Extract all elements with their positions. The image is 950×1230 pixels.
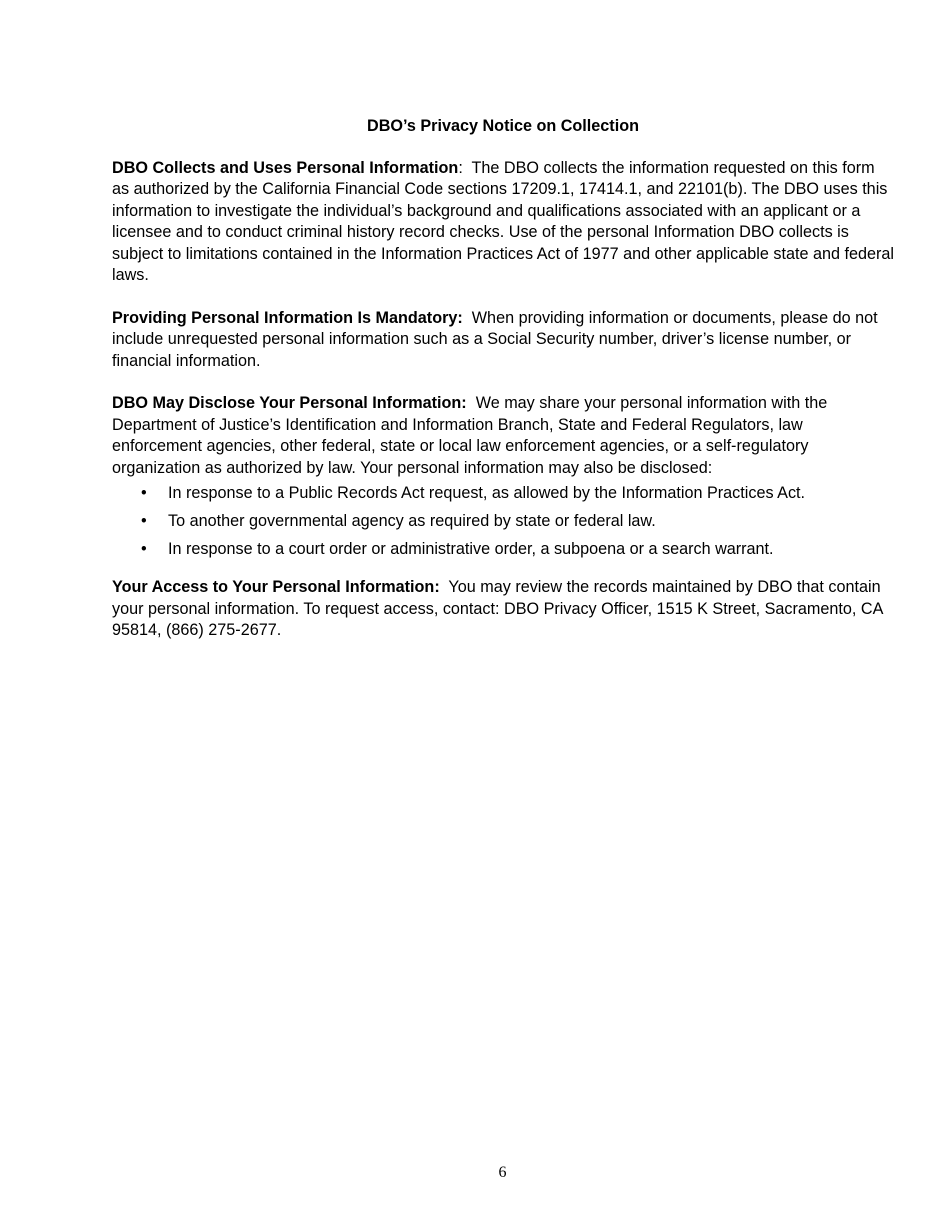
list-item-text: To another governmental agency as required by state or federal law. [168,512,656,530]
list-item-text: In response to a court order or administrative order, a subpoena or a search warrant. [168,540,774,558]
section-disclose [112,393,894,479]
section-separator: : [458,158,472,177]
section-mandatory [112,308,894,373]
list-item [112,509,894,533]
section-collects-uses [112,158,894,287]
bullet-icon: • [141,512,147,530]
section-heading: DBO May Disclose Your Personal Information: [112,394,467,412]
page-title: DBO’s Privacy Notice on Collection [367,117,639,135]
list-item [112,537,894,561]
section-text: We may share your personal information with the Department of Justice’s Identification and Information Branch, State and Federal Regulators, law enforcement agencies, other federal, state or local law enforcement agencies, or a self-regulatory organization as authorized by law. Your personal information may also be disclosed: [112,394,828,477]
disclosure-list [112,481,894,561]
list-item-text: In response to a Public Records Act request, as allowed by the Information Practices Act. [168,484,806,502]
section-heading: DBO Collects and Uses Personal Information [112,158,459,177]
section-access [112,577,894,642]
document-body [112,116,894,663]
section-heading: Providing Personal Information Is Mandatory: [112,308,463,327]
section-text: The DBO collects the information requested on this form as authorized by the California Financial Code sections 17209.1, 17414.1, and 22101(b). The DBO uses this information to investigate the individual’s background and qualifications associated with an applicant or a licensee and to conduct criminal history record checks. Use of the personal Information DBO collects is subject to limitations contained in the Information Practices Act of 1977 and other applicable state and federal laws. [112,158,894,284]
bullet-icon: • [141,540,147,558]
section-heading: Your Access to Your Personal Information: [112,578,440,596]
page-number: 6 [498,1164,507,1181]
list-item [112,481,894,505]
section-separator [463,309,472,327]
bullet-icon: • [141,484,147,502]
section-text: When providing information or documents, please do not include unrequested personal information such as a Social Security number, driver’s license number, or financial information. [112,308,878,370]
section-separator [467,394,476,412]
section-text: You may review the records maintained by DBO that contain your personal information. To request access, contact: DBO Privacy Officer, 1515 K Street, Sacramento, CA 95814, (866) 275-2677. [112,578,883,639]
